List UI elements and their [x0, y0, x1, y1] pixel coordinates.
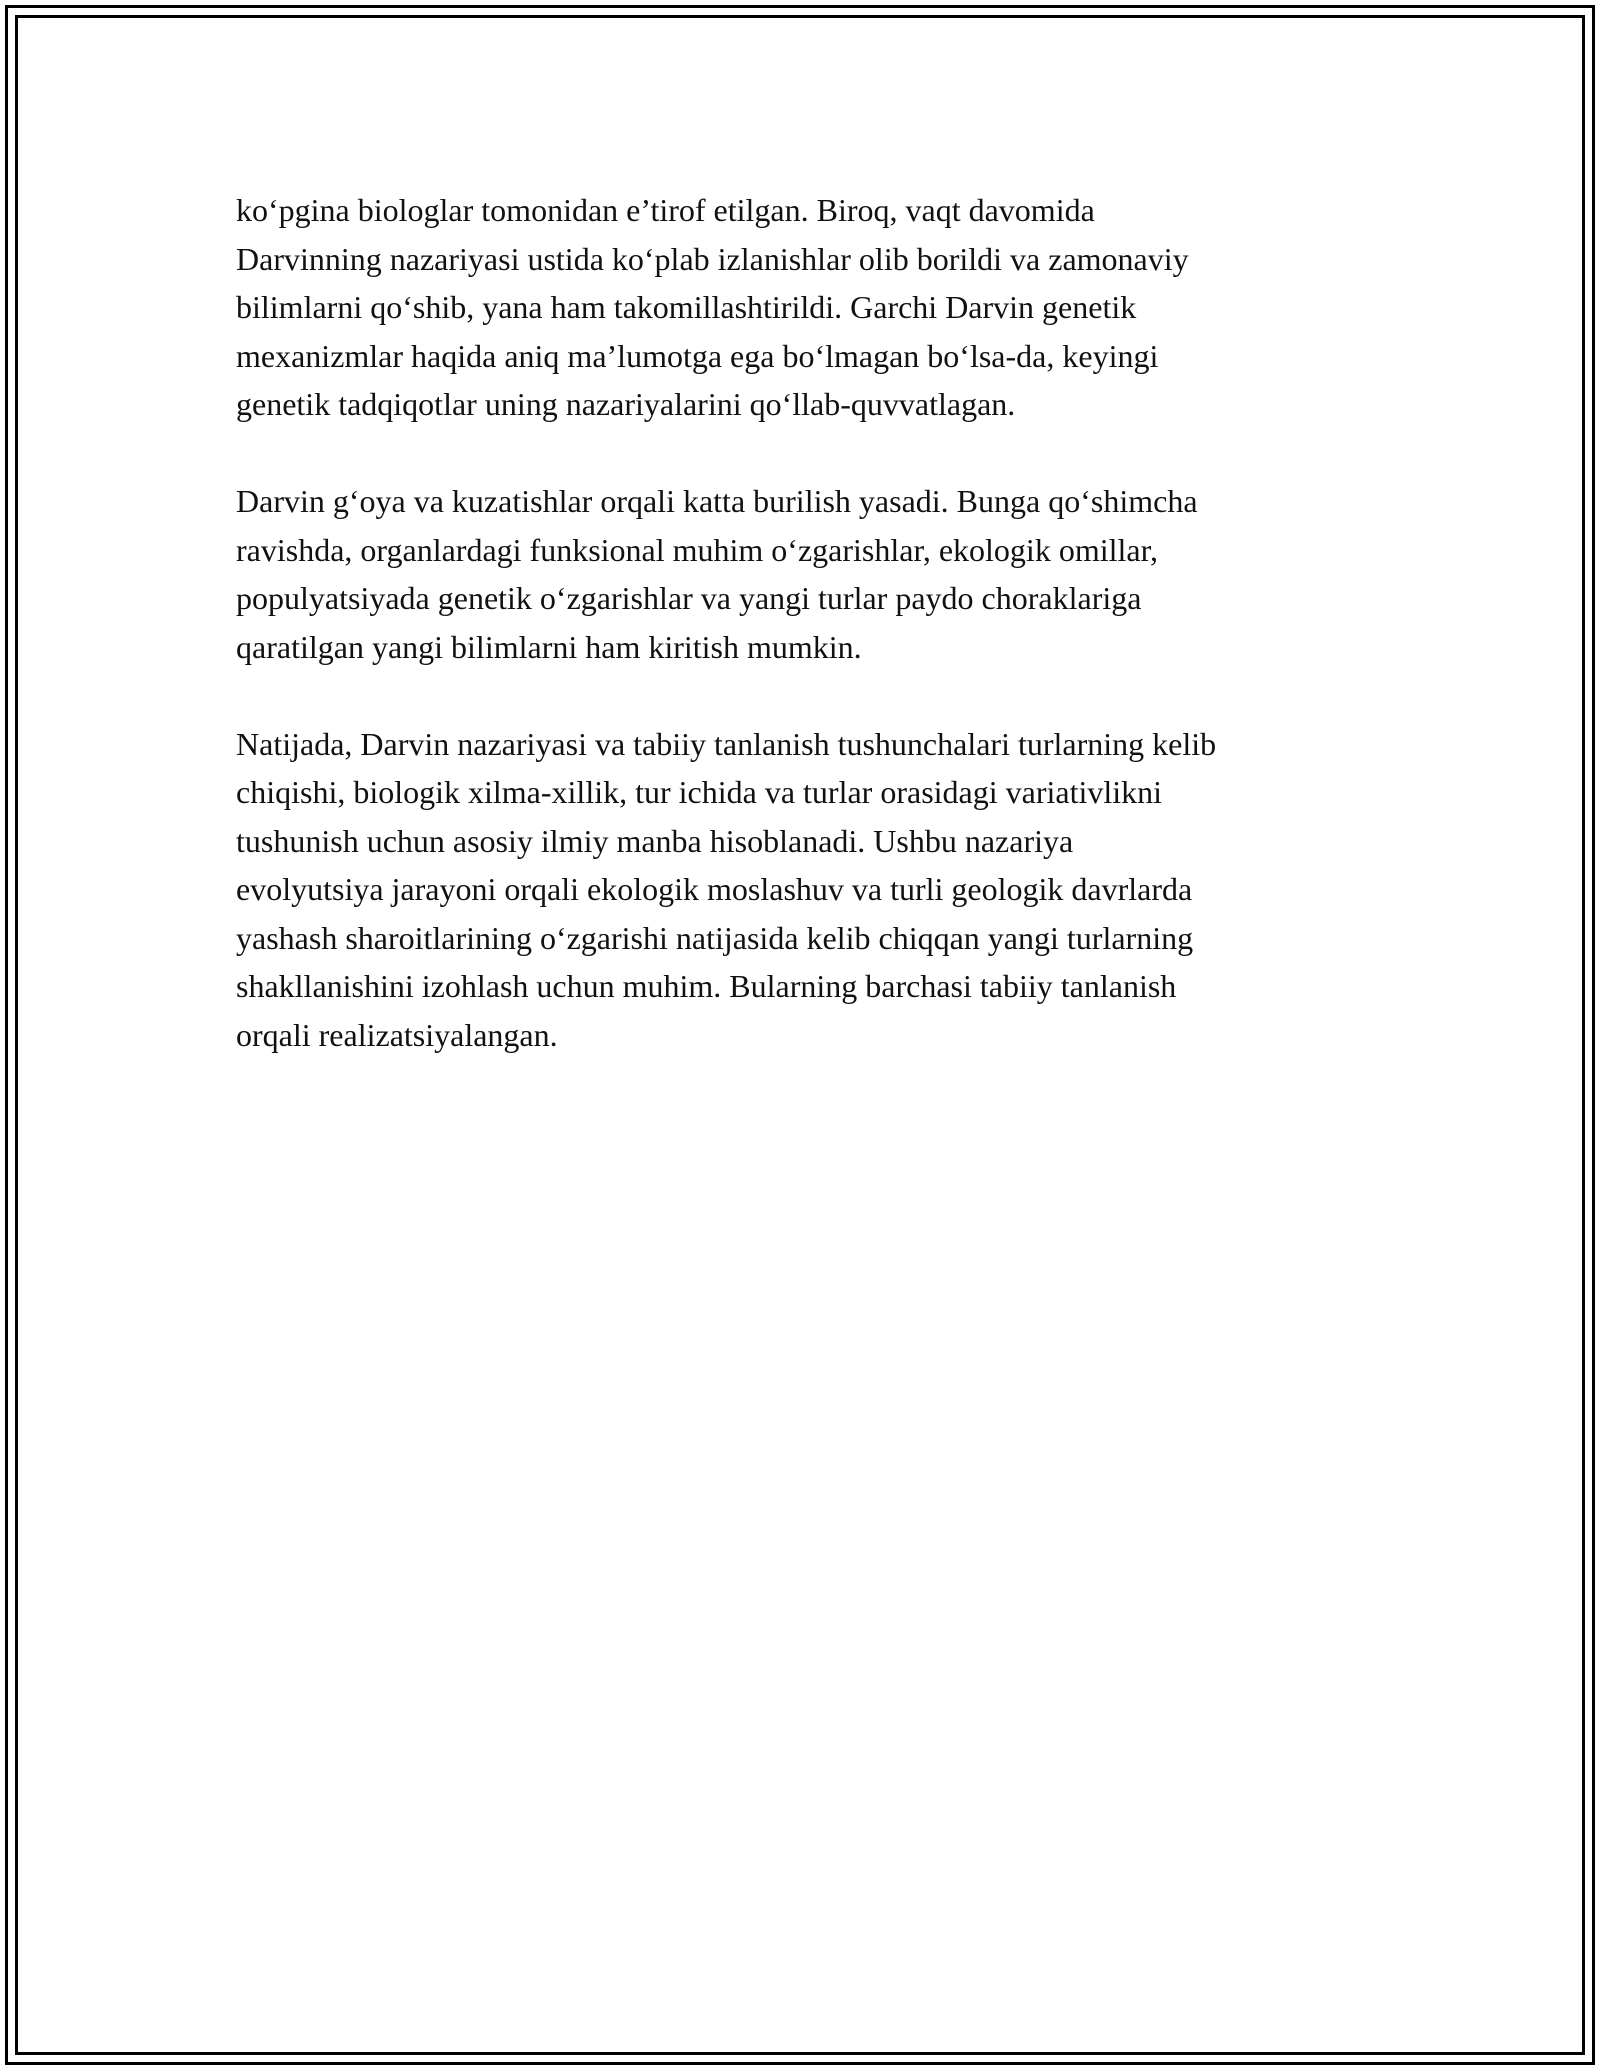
paragraph-1	[236, 186, 1396, 429]
text-line: qaratilgan yangi bilimlarni ham kiritish mumkin.	[236, 628, 862, 665]
text-line: bilimlarni qo‘shib, yana ham takomillashtirildi. Garchi Darvin genetik	[236, 289, 1137, 325]
text-line: evolyutsiya jarayoni orqali ekologik moslashuv va turli geologik davrlarda	[236, 871, 1193, 907]
text-line: Darvinning nazariyasi ustida ko‘plab izlanishlar olib borildi va zamonaviy	[236, 240, 1189, 277]
paragraph-3	[236, 720, 1396, 1060]
text-line: chiqishi, biologik xilma-xillik, tur ichida va turlar orasidagi variativlikni	[236, 774, 1163, 810]
text-line: tushunish uchun asosiy ilmiy manba hisoblanadi. Ushbu nazariya	[236, 822, 1074, 859]
text-line: shakllanishini izohlash uchun muhim. Bularning barchasi tabiiy tanlanish	[236, 968, 1177, 1004]
text-line: orqali realizatsiyalangan.	[236, 1016, 558, 1053]
text-line: ravishda, organlardagi funksional muhim o‘zgarishlar, ekologik omillar,	[236, 531, 1158, 568]
text-line: Darvin g‘oya va kuzatishlar orqali katta burilish yasadi. Bunga qo‘shimcha	[236, 483, 1198, 519]
text-line: Natijada, Darvin nazariyasi va tabiiy tanlanish tushunchalari turlarning kelib	[236, 725, 1217, 762]
text-line: ko‘pgina biologlar tomonidan e’tirof etilgan. Biroq, vaqt davomida	[236, 192, 1095, 228]
text-line: mexanizmlar haqida aniq ma’lumotga ega bo‘lmagan bo‘lsa-da, keyingi	[236, 337, 1159, 374]
text-line: yashash sharoitlarining o‘zgarishi natijasida kelib chiqqan yangi turlarning	[236, 919, 1194, 956]
text-line: genetik tadqiqotlar uning nazariyalarini qo‘llab-quvvatlagan.	[236, 386, 1016, 422]
document-body	[236, 186, 1396, 1059]
text-line: populyatsiyada genetik o‘zgarishlar va yangi turlar paydo choraklariga	[236, 580, 1142, 616]
paragraph-2	[236, 477, 1396, 671]
